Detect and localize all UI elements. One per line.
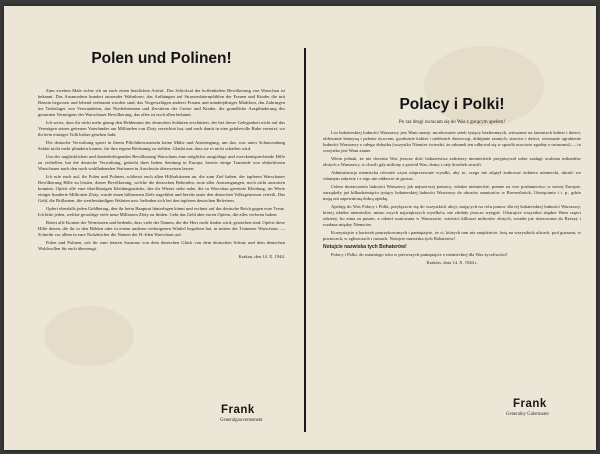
polish-lead: Po raz drugi zwracam się do Was z gorącym apelem!: [399, 120, 505, 125]
german-signature-title: Generalgouvernement: [220, 418, 263, 423]
german-paragraph: Ich weiss, dass ihr nicht mehr genug den Heldenmut der deutschen Soldaten erschüttert, der bei dieser Gelegenheit nicht auf das Vermögen seines getreuen Vaterlandes am Milliarden von Zloty verzichtet hat, und euch damit in eine gefahrvolle Ruhe versetzt, wo ihr kein einziges Volk bisher gesehen habt.: [38, 120, 285, 137]
column-divider: [304, 48, 306, 432]
german-date: Krakau, den 14. X. 1944.: [238, 254, 285, 259]
polish-paragraph: Los bohaterskiej ludności Warszawy jest Wam znany; mordowanie setek tysięcy bezbronnych, wieszanie na latarniach kobiet i dzieci, oblewanie benzyną i palenie żywcem, gwałcenie kobiet i nieletnich dziewcząt, dobijanie rannych, starców i dzieci, wieszanie ograbienie ludności Warszawy z całego dobytku (wszystko Niemiec twierdzi, że rabunek ten odbywał się w sposób uczciwie zgodny z ustawami) — to wszystko jest Wam znane.: [323, 130, 581, 153]
polish-paragraph: Wiem jednak, że nie docenia Was jeszcze dość bohaterstwa żołnierzy niemieckich przypisywał sobie zasługi ocalenia miliardów złotych z Warszawy, w chwili gdy miliony z pośród Was, domy i cały dorobek stracili.: [323, 156, 581, 167]
german-paragraph: Um der unglücklichen und daniederliegenden Bevölkerung Warschaus eine möglichst ausgiebige und zweckentsprechende Hilfe zu verhelfen, hat die deutsche Verwaltung, gedacht ihrer hohen Sendung in Europa, bereits einige Tausende von obdachlosen Warschauer nach den noch wohlhabenden Stationen in Auschwitz überweisen lassen.: [38, 154, 285, 171]
polish-column: [323, 6, 581, 450]
german-paragraph: Ich rufe euch auf, ihr Polen und Polinen, schliesst euch allen Hilfsaktionen an, die zum Ziel haben, der tapferen Warschauer Bevölkerung Hilfe zu leisten, dieser Bevölkerung, welche die deutschen Behörden, trotz aller Anstrengungen, noch nicht ausrotten konnten. Opfert alle eure überflüssigen Kleidungsstücke, das ihr Winter steht nahe, die in Warschau gerettete Kleidung, im Werte einiger hunderte Millionen Zloty, wurde einen hilfsarmen Ziele zugeführt und bereits unter den deutschen Volksgenossen verteilt. Das Geld, die Brillanten, die wertbeständigen Waluten usw. befinden sich bei den tapferen deutschen Befreiern.: [38, 174, 285, 203]
polish-paragraph: Apeluję do Was Polacy i Polki, przyłączcie się do wszystkich akcji, mających na celu pomoc dla tej bohaterskiej ludności Warszawy, której władze niemieckie, mimo swych największych wysiłków, nie zdołały jeszcze wytępić. Ofiarujcie wszystkie zbędne Wam części odzieży, bo zima za pasem, a odzież uratowana w Warszawie, wartości kilkuset milionów złotych, została już skierowana do Rzeszy i rozdana między Niemców.: [323, 204, 581, 227]
polish-paragraph: Administracja niemiecka również czyni nieprzerwane wysiłki, aby to, czego nie zdążył zrabować żołnierz niemiecki, ukraść we własnym zakresie i z tego nie oddawać ni grosza.: [323, 170, 581, 181]
polish-title: Polacy i Polki!: [399, 96, 505, 113]
polish-signature: Frank: [513, 398, 547, 410]
german-paragraph: Rettet alle Konten der Vermissten und bedenkt, dass viele der Namen, die der Herr nicht finden wird, gestorben sind. Opfert diese Hilfe denen, die ihr in den Höhlen oder in einem anderen verborgenen Winkel begraben hat, in mitten der Trümmer Warschaus. — Schreibt vor allem in eure Notizbücher die Namen der H.-Iden Warschaus auf.: [38, 220, 285, 237]
german-paragraph: Die deutsche Verwaltung sperrt in ihrem Pflichtbewusstsein keine Mühe und Anstrengung, um das, was unter Schutzendung Soldat nicht mehr plündern konnte, für ihre eigene Rechnung zu stehlen. Glaubt nur, dass sie es nicht schaffen wird.: [38, 140, 285, 151]
polish-date: Kraków, dnia 14. X. 1944 r.: [426, 260, 478, 265]
leaflet-sheet: [4, 6, 596, 450]
german-signature: Frank: [221, 404, 255, 416]
polish-body: [323, 120, 581, 266]
german-paragraph: Opfert ebenfalls jeden Geldbetrag, den ihr beim Hauptrat hinterlegen könnt und rechnet auf das deutsche Reich gegen eure Treue. Ich bitte jeden, welche gewaltige viele neue Millionen Zloty zu finden. Gebt das Geld aber euren Opfern, die alles verloren haben.: [38, 206, 285, 217]
german-column: [38, 6, 285, 450]
german-body: [38, 88, 285, 260]
german-paragraph: Polen und Polinen, seit ihr zum letzten Ausmass von dem deutschen Glück von dem deutschen Schutz und dem deutschen Wohlwollen für euch überzeugt.: [38, 240, 285, 251]
polish-bold-line: Notujcie nazwiska tych Bohaterów!: [323, 244, 407, 250]
polish-paragraph: Celem dostarczenia ludności Warszawy jak najszerszej pomocy, władze niemieckie, pomne na swe posłannictwo w nowej Europie, zarządziły już kilkudziesięciu tysięcy bohaterskiej ludności Warszawy do obozów sanatoriów w Ravensbrück, Oświęcimiu i t. p., gdzie mają oni zapewnioną dobrą opiekę.: [323, 184, 581, 201]
german-paragraph: Zum zweiten Male richte ich an euch einen herzlichen Aufruf. Das Schicksal der hoffenhaften Bevölkerung von Warschau ist bekannt. Das Ausmordern hundert tausender Wahnloser, das Aufhängen auf Strassenlaternpfählen der Frauen und Kinder die mit Benzin begossen und lebend verbrannt worden sind, das Vergewaltigen anderer Frauen und minderjähriger Mädchen, das Zubringen ins Todeslager von Verwundeten, das Niederbrennen und Zerstören der Greise und Kinder, die grundliche Ausplünderung des gesamten Vermögens der Warschauer Bevölkerung, das alles ist euch allen bekannt.: [38, 88, 285, 117]
polish-paragraph: Polacy i Polki, do ostatniego tchu w pierwszych pamiętajcie o niemieckiej dla Was życzliwości!: [331, 252, 508, 257]
polish-paragraph: Korzystajcie z kartotek pourzykowanych i pamiętajcie, że ci, których tam nie znajdziecie, leżą na wszystkich ulicach, pod gruzami, w piwnicach, w zgliszczach i ruinach. Notujcie nazwiska tych Bohaterów!: [323, 230, 581, 241]
german-title: Polen und Polinen!: [91, 50, 232, 67]
polish-signature-title: Generalny Gubernator: [506, 412, 550, 417]
